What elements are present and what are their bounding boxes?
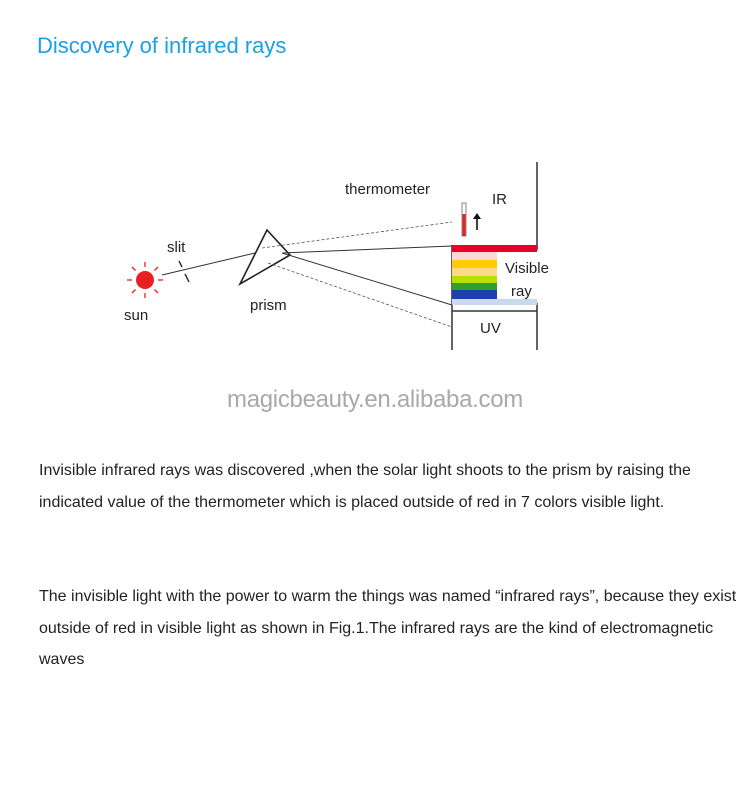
spectrum-band-yellow-green	[452, 276, 497, 283]
paragraph-naming: The invisible light with the power to warm the things was named “infrared rays”, because they exist outside of red in visible light as shown in Fig.1.The infrared rays are the kind of electromagnetic waves	[39, 588, 737, 668]
slit-label: slit	[167, 239, 186, 256]
paragraph-discovery: Invisible infrared rays was discovered ,when the solar light shoots to the prism by raising the indicated value of the thermometer which is placed outside of red in 7 colors visible light.	[39, 462, 691, 511]
spectrum-band-blue	[452, 290, 497, 299]
ray-ir-dashed	[262, 222, 452, 248]
sun-label: sun	[124, 307, 149, 324]
ray-red	[282, 246, 452, 253]
visible-ray-label-line1: Visible	[505, 260, 549, 277]
ray-uv-dashed	[268, 263, 452, 327]
spectrum-band-yellow	[452, 260, 497, 268]
slit-mark	[179, 261, 189, 282]
spectrum-band-red	[452, 245, 537, 252]
spectrum-band-pink	[452, 252, 497, 260]
prism-label: prism	[250, 297, 287, 314]
infrared-discovery-diagram	[0, 150, 750, 360]
thermometer-label: thermometer	[345, 181, 431, 198]
ir-label: IR	[492, 191, 507, 208]
watermark-text: magicbeauty.en.alibaba.com	[227, 386, 523, 413]
visible-ray-label-line2: ray	[511, 283, 532, 300]
sun-icon	[127, 262, 163, 298]
thermometer-icon	[462, 203, 481, 236]
spectrum-band-green	[452, 283, 497, 290]
prism-shape	[240, 230, 290, 284]
thermometer-mercury	[463, 214, 466, 236]
ray-violet	[282, 253, 452, 305]
sun-disc	[136, 271, 154, 289]
spectrum-band-orange-light	[452, 268, 497, 276]
incident-ray	[162, 253, 255, 275]
page-title: Discovery of infrared rays	[37, 33, 287, 58]
uv-label: UV	[480, 320, 501, 337]
